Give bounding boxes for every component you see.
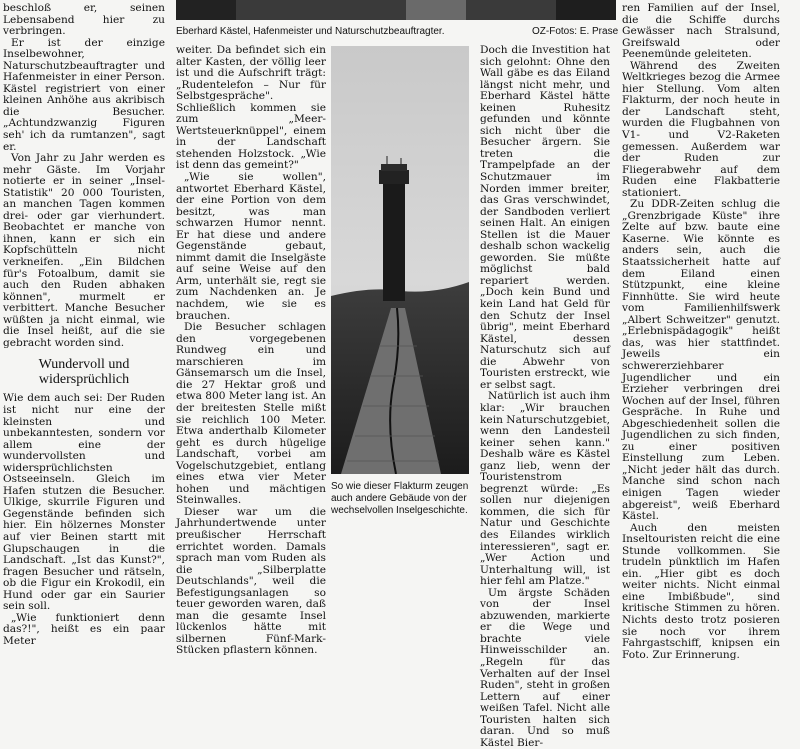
col2-para-1: weiter. Da befindet sich ein alter Kasten, der völlig leer ist und die Aufschrift trägt: „Rudentelefon – Nur für Selbstgespräche". Schließlich kommen sie zum „Meer-Wertsteuerknüppel", einem in der Landschaft stehenden Holzstock. „Wie ist denn das gemeint?" — [176, 44, 326, 172]
col5-para-3: Zu DDR-Zeiten schlug die „Grenzbrigade Küste" ihre Zelte auf bzw. baute eine Kaserne. Wie könnte es anders sein, auch die Staatssicherheit hatte auf dem Eiland einen Stützpunkt, eine kleine Finnhütte. Sie wird heute vom Familienhilfswerk „Albert Schweitzer" genutzt. „Erlebnispädagogik" heißt das, was hier stattfindet. Jeweils ein schwererziehbarer Jugendlicher und ein Erzieher verbringen drei Wochen auf der Insel, führen Gespräche. In Ruhe und Abgeschiedenheit sollen die Jugendlichen zu sich finden, zu einer positiven Einstellung zum Leben. „Nicht jeder hält das durch. Manche sind schon nach einigen Tagen wieder abgereist", weiß Eberhard Kästel. — [622, 198, 780, 523]
article-column-1 — [3, 3, 165, 647]
col4-para-1: Doch die Investition hat sich gelohnt: Ohne den Wall gäbe es das Eiland längst nicht mehr, und Eberhard Kästel hätte keinen Ruhesitz gefunden und könnte sich nicht über die Besucher ärgern. Sie treten die Trampelpfade an der Schutzmauer im Norden immer breiter, das Gras verschwindet, der Sandboden verliert seinen Halt. An einigen Stellen ist die Mauer deshalb schon wackelig geworden. Sie müßte möglichst bald repariert werden. „Doch kein Bund und kein Land hat Geld für den Schutz der Insel übrig", meint Eberhard Kästel, dessen Naturschutz sich auf die Abwehr von Touristen erstreckt, wie er selbst sagt. — [480, 44, 610, 391]
col4-para-3: Um ärgste Schäden von der Insel abzuwenden, markierte er die Wege und brachte viele Hinweisschilder an. „Regeln für das Verhalten auf der Insel Ruden", steht in großen Lettern auf einer weißen Tafel. Nicht alle Touristen halten sich daran. Und so muß Kästel Bier- — [480, 586, 610, 749]
col1-para-2: Er ist der einzige Inselbewohner, Naturschutzbeauftragter und Hafenmeister in einer Person. Kästel registriert von einer kleinen Anhöhe aus akribisch die Besucher. „Achtundzwanzig Figuren seh' ich da rumtanzen", sagt er. — [3, 36, 165, 153]
col4-para-2: Natürlich ist auch ihm klar: „Wir brauchen kein Naturschutzgebiet, wenn den Landesteil keiner sehen kann." Deshalb wäre es Kästel ganz lieb, wenn der Touristenstrom begrenzt würde: „Es sollen nur diejenigen kommen, die sich für Natur und Geschichte des Eilandes wirklich interessieren", sagt er. „Wer Action und Unterhaltung will, ist hier fehl am Platze." — [480, 390, 610, 588]
subheading-line-1: Wundervoll und — [38, 357, 130, 373]
col1-para-5: „Wie funktioniert denn das?!", heißt es ein paar Meter — [3, 611, 165, 647]
subheading — [3, 357, 165, 387]
flak-tower-photo — [331, 46, 469, 474]
col2-para-2: „Wie sie wollen", antwortet Eberhard Kästel, der eine Portion von dem besitzt, was man schwarzen Humor nennt. Er hat diese und andere Gegenstände gebaut, nimmt damit die Inselgäste auf seine Weise auf den Arm, unterhält sie, regt sie zum Nachdenken an. Je nachdem, wie sie es brauchen. — [176, 171, 326, 322]
photo-credit: OZ-Fotos: E. Prase — [532, 26, 619, 37]
portrait-photo-image — [176, 0, 616, 20]
col1-para-3: Von Jahr zu Jahr werden es mehr Gäste. Im Vorjahr notierte er in seiner „Insel-Statistik" 20 000 Touristen, an manchen Tagen kommen drei- oder gar vierhundert. Beobachtet er manche von ihnen, kann er sich ein Kopfschütteln nicht verkneifen. „Ein Bildchen für's Fotoalbum, damit sie auch den Ruden abhaken können", murmelt er verbittert. Manche Besucher wüßten ja nicht einmal, wie die Insel heißt, auf die sie gebracht worden sind. — [3, 152, 165, 349]
subheading-line-2: widersprüchlich — [38, 372, 130, 388]
article-column-5 — [622, 3, 780, 661]
col2-para-3: Die Besucher schlagen den vorgegebenen Rundweg ein und marschieren im Gänsemarsch um die Insel, die 27 Hektar groß und etwa 800 Meter lang ist. An der breitesten Stelle mißt sie reichlich 100 Meter. Etwa anderthalb Kilometer geht es durch hügelige Landschaft, vorbei am Vogelschutzgebiet, entlang eines etwa vier Meter hohen und mächtigen Steinwalles. — [176, 321, 326, 507]
col5-para-4: Auch den meisten Inseltouristen reicht die eine Stunde vollkommen. Sie trudeln pünktlich im Hafen ein. „Hier gibt es doch weiter nichts. Nicht einmal eine Imbißbude", sind kritische Stimmen zu hören. Nichts desto trotz posieren sie noch vor ihrem Fahrgastschiff, knipsen ein Foto. Zur Erinnerung. — [622, 521, 780, 661]
col1-para-4: Wie dem auch sei: Der Ruden ist nicht nur eine der kleinsten und unbekanntesten, sondern vor allem eine der wundervollsten und widersprüchlichsten Ostseeinseln. Gleich im Hafen stutzen die Besucher. Ulkige, skurrile Figuren und Gegenstände befinden sich hier. Ein hölzernes Monster auf vier Beinen startt mit Glupschaugen in die Landschaft. „Ist das Kunst?", fragen Besucher und rätseln, ob die Figur ein Krokodil, ein Hund oder gar ein Saurier sein soll. — [3, 392, 165, 613]
portrait-photo — [176, 0, 616, 20]
col2-para-4: Dieser war um die Jahrhundertwende unter preußischer Herrschaft errichtet worden. Damals sprach man vom Ruden als die „Silberplatte Deutschlands", weil die Befestigungsanlagen so teuer geworden waren, daß man die gesamte Insel lückenlos hätte mit silbernen Fünf-Mark-Stücken pflastern können. — [176, 505, 326, 657]
article-column-2 — [176, 45, 326, 657]
col5-para-1: ren Familien auf der Insel, die die Schiffe durchs Gewässer nach Stralsund, Greifswald oder Peenemünde geleiteten. — [622, 2, 780, 61]
tower-caption: So wie dieser Flakturm zeugen auch andere Gebäude von der wechselvollen Inselgeschichte. — [331, 481, 469, 516]
col5-para-2: Während des Zweiten Weltkrieges bezog die Armee hier Stellung. Vom alten Flakturm, der noch heute in der Landschaft steht, wurden die Flugbahnen von V1- und V2-Raketen gemessen. Außerdem war der Ruden zur Fliegerabwehr auf dem Ruden eine Flakbatterie stationiert. — [622, 59, 780, 199]
article-column-4 — [480, 45, 610, 749]
portrait-caption: Eberhard Kästel, Hafenmeister und Naturschutzbeauftragter. — [176, 26, 445, 37]
col1-para-1: beschloß er, seinen Lebensabend hier zu verbringen. — [3, 2, 165, 38]
